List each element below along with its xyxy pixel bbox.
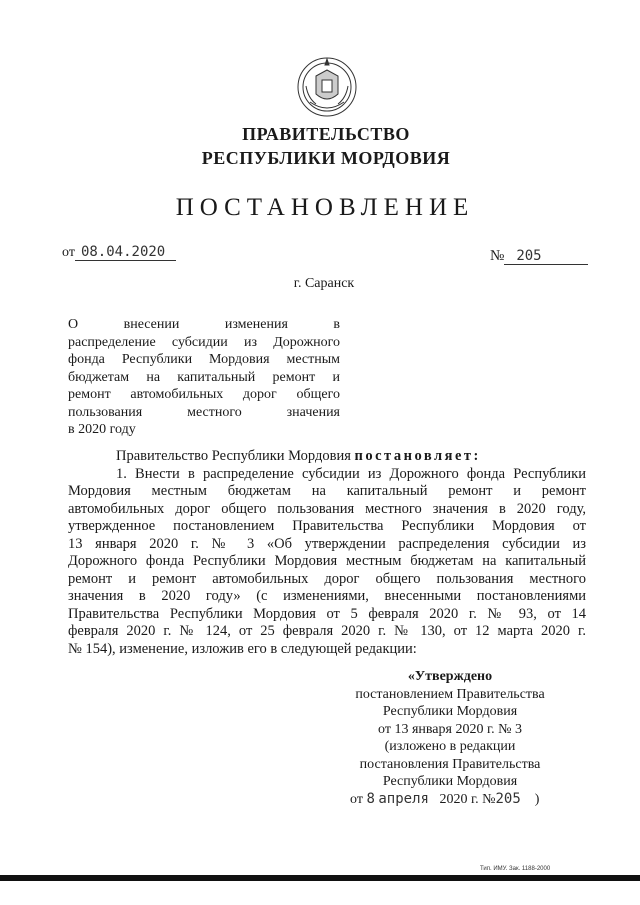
bottom-border-bar [0,875,640,881]
approval-line: Республики Мордовия [382,774,518,789]
item1-line: утвержденное постановлением Правительства Республики Мордовия от [68,518,586,534]
approval-line: (изложено в редакции [384,739,516,754]
approval-date-year: 2020 г. № [439,791,496,807]
subject-line: распределение субсидии из Дорожного [68,334,340,350]
document-subject [68,316,340,439]
approval-date-day: 8 [366,790,375,807]
document-date [62,244,176,261]
printer-note: Тип. ИМУ. Зак. 1188-2000 [480,866,551,872]
document-body [68,448,586,658]
approval-date-suffix: ) [534,791,540,807]
item1-line: 13 января 2020 г. № 3 «Об утверждении распределения субсидии из [68,535,586,552]
number-value: 205 [504,248,588,265]
item1-line: февраля 2020 г. № 124, от 25 февраля 2020 г. № 130, от 12 марта 2020 г. [68,623,586,639]
government-title-line1: ПРАВИТЕЛЬСТВО [242,124,410,144]
item1-line: 1. Внести в распределение субсидии из Дорожного фонда Республики [116,465,586,482]
item1-line: ремонт и ремонт автомобильных дорог общего пользования местного [68,570,586,587]
approval-date-month: апреля [378,790,429,807]
item1-line: Мордовия местным бюджетам на капитальный ремонт и ремонт [68,483,586,499]
item1-line: № 154), изменение, изложив его в следующей редакции: [68,640,417,657]
item1-line: автомобильных дорог общего пользования местного значения в 2020 году, [68,500,586,517]
item1-line: значения в 2020 году» (с изменениями, внесенными постановлениями [68,588,586,604]
intro-resolution-word: постановляет: [354,448,481,464]
city-name: г. Саранск [293,276,355,291]
document-number [490,248,588,265]
approval-title: «Утверждено [407,669,493,684]
subject-line: О внесении изменения в [68,317,340,332]
subject-line: пользования местного значения [68,404,340,420]
item1-line: Дорожного фонда Республики Мордовия местным бюджетам на капитальный [68,553,586,569]
approval-date-line [330,791,570,809]
subject-line: бюджетам на капитальный ремонт и [68,369,340,385]
document-type-title: ПОСТАНОВЛЕНИЕ [175,194,475,221]
approval-date-number: 205 [495,790,521,807]
item1-line: Правительства Республики Мордовия от 5 февраля 2020 г. № 93, от 14 [68,605,586,622]
government-title-line2: РЕСПУБЛИКИ МОРДОВИЯ [201,148,451,168]
intro-prefix: Правительство Республики Мордовия [116,448,355,464]
approval-line: Республики Мордовия [382,704,518,719]
date-value: 08.04.2020 [75,244,176,261]
number-prefix: № [490,248,505,264]
coat-of-arms-emblem [296,56,358,118]
subject-line: фонда Республики Мордовия местным [68,352,340,367]
approval-line: постановлением Правительства [355,686,545,702]
intro-paragraph [68,448,586,466]
approval-stamp [330,668,570,808]
date-prefix: от [62,245,75,260]
subject-line: в 2020 году [68,422,136,437]
approval-line: от 13 января 2020 г. № 3 [378,721,522,737]
approval-date-prefix: от [350,791,363,807]
approval-line: постановления Правительства [359,756,541,772]
subject-line: ремонт автомобильных дорог общего [68,387,340,402]
